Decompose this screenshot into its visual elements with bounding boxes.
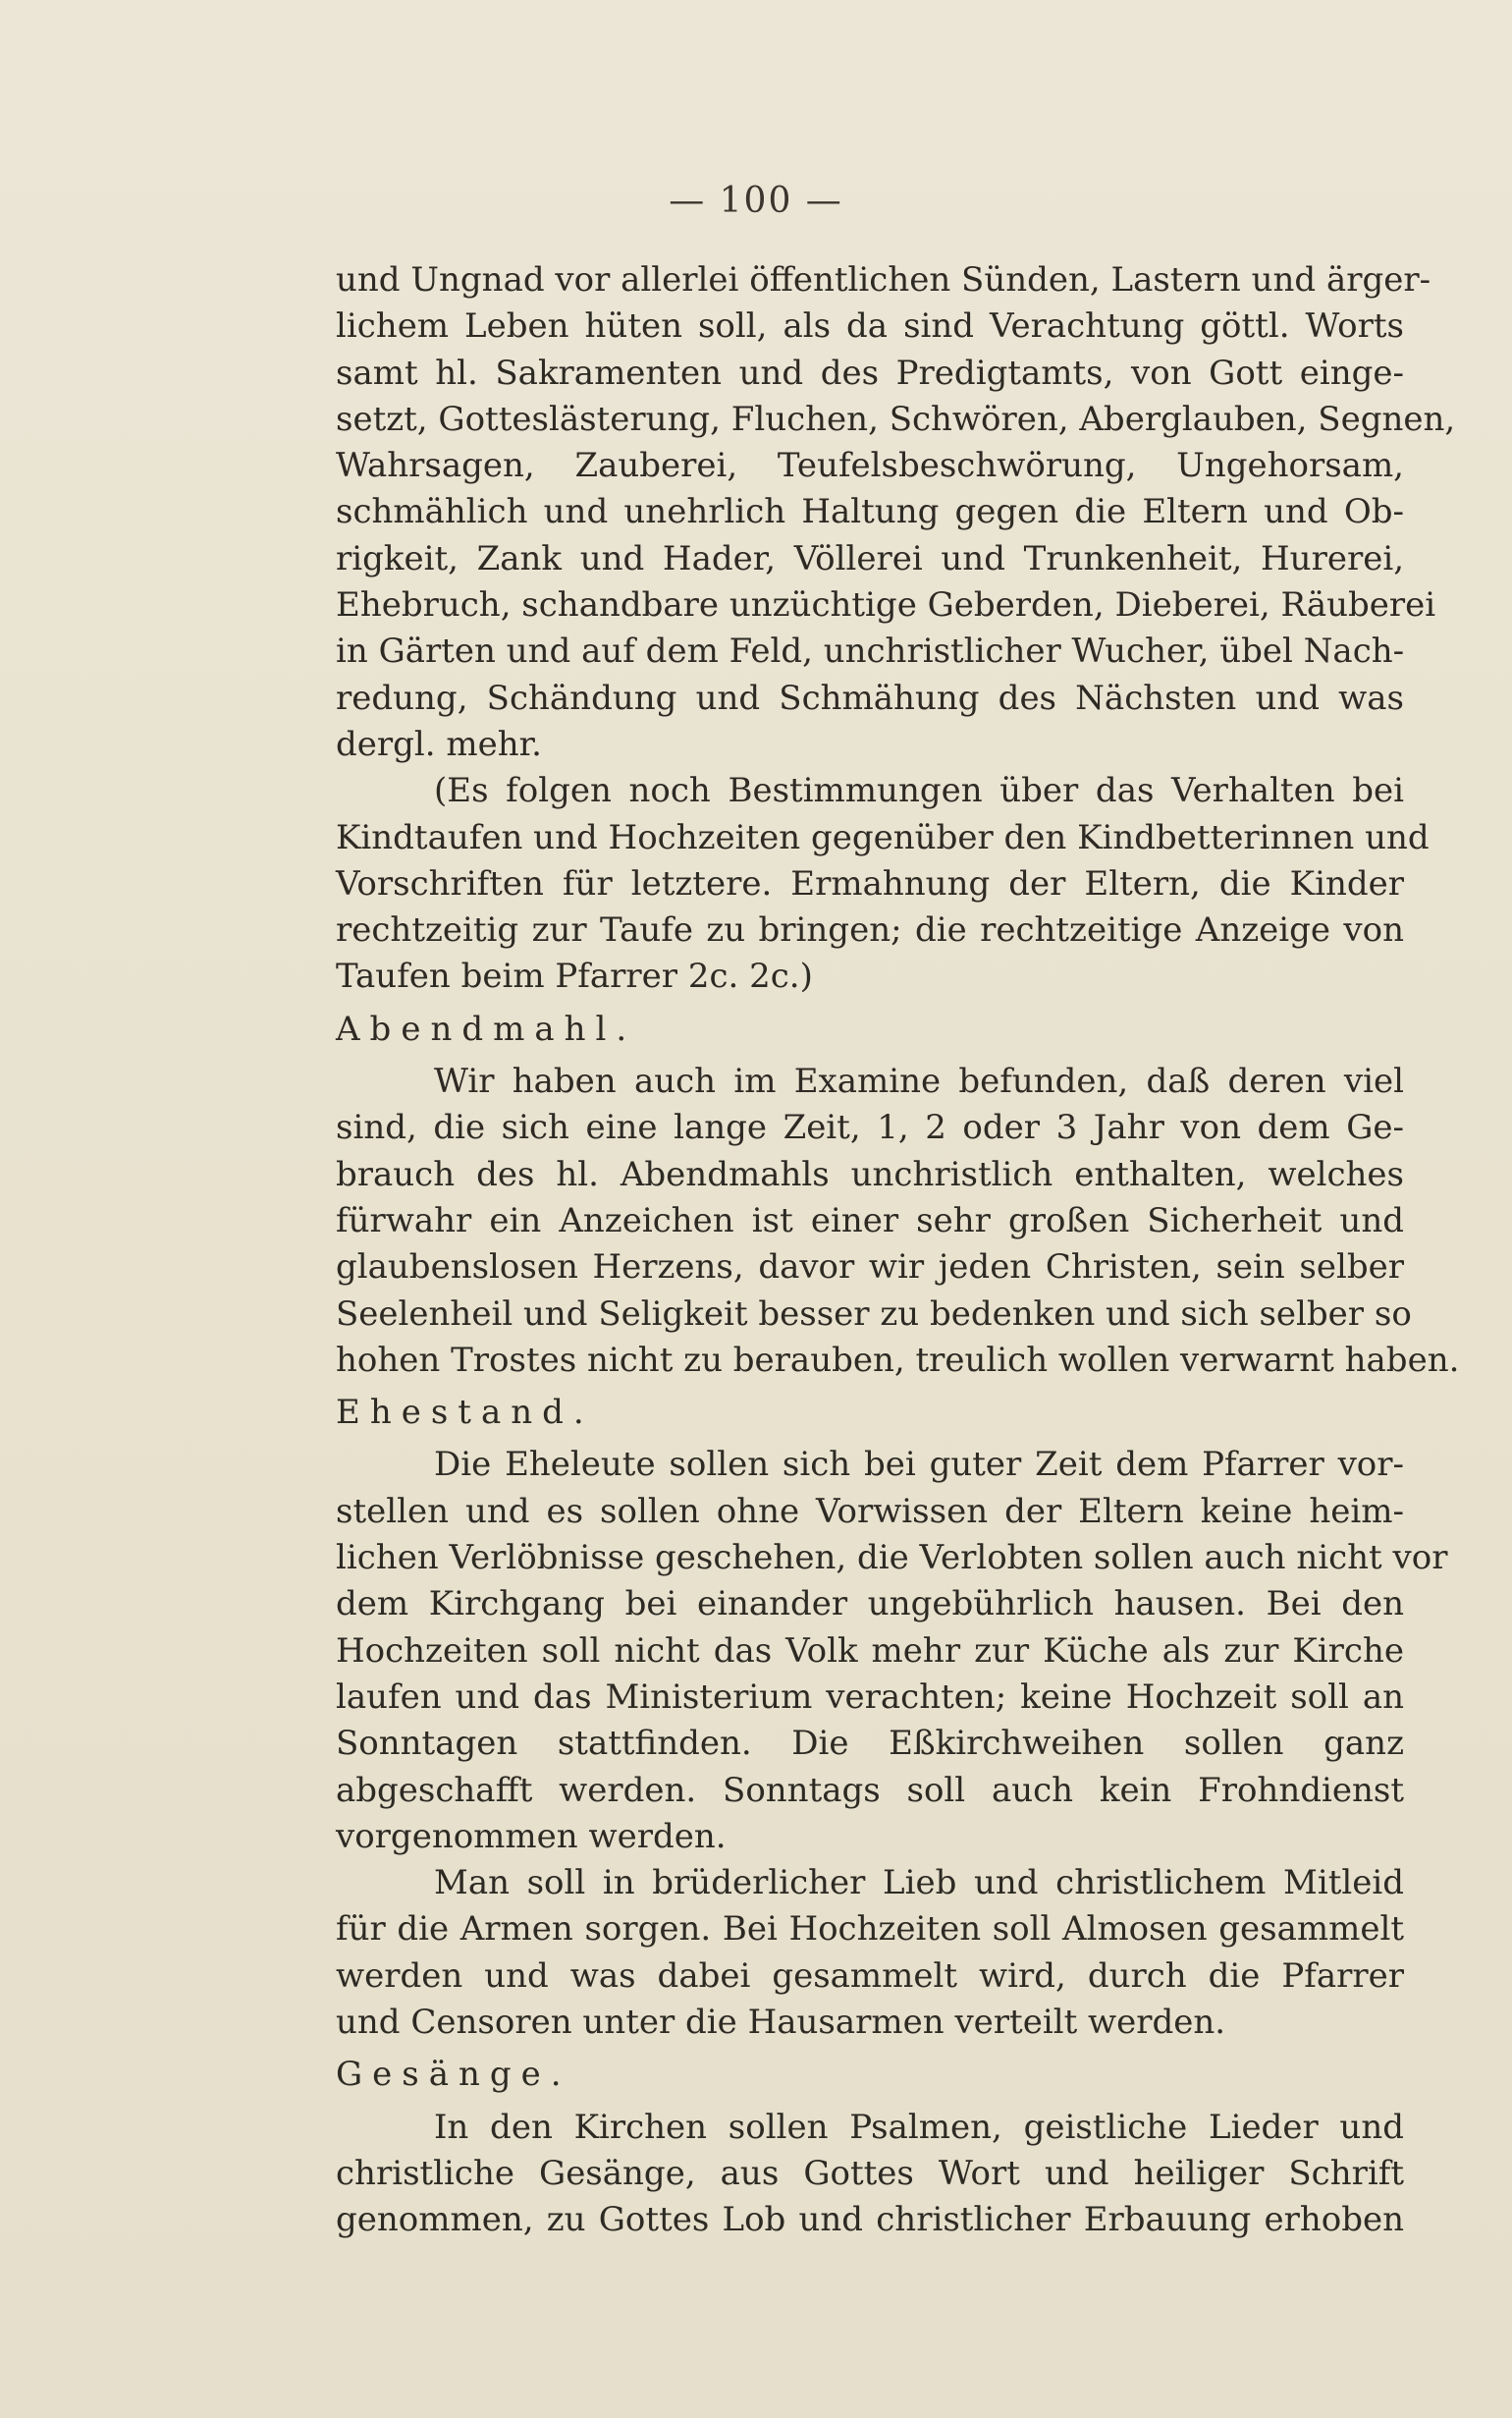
text-line: lichen Verlöbnisse geschehen, die Verlobten sollen auch nicht vor: [336, 1538, 1448, 1578]
text-line: und Censoren unter die Hausarmen verteilt werden.: [336, 2002, 1226, 2042]
text-line: für die Armen sorgen. Bei Hochzeiten soll Almosen gesammelt: [336, 1909, 1404, 1950]
text-line: in Gärten und auf dem Feld, unchristlicher Wucher, übel Nach-: [336, 632, 1405, 672]
text-line: (Es folgen noch Bestimmungen über das Verhalten bei: [434, 771, 1404, 811]
text-line: In den Kirchen sollen Psalmen, geistliche Lieder und: [434, 2107, 1404, 2147]
body-text: [336, 257, 1460, 2243]
paragraph-2: [336, 768, 1430, 1000]
text-line: rigkeit, Zank und Hader, Völlerei und Trunkenheit, Hurerei,: [336, 538, 1404, 578]
section-heading-gesaenge: Gesänge.: [336, 2055, 571, 2095]
paragraph-6: [336, 2105, 1404, 2244]
paragraph-4: [336, 1442, 1448, 1860]
text-line: Die Eheleute sollen sich bei guter Zeit dem Pfarrer vor-: [434, 1445, 1404, 1485]
text-line: genommen, zu Gottes Lob und christlicher Erbauung erhoben: [336, 2200, 1404, 2240]
text-line: Ehebruch, schandbare unzüchtige Geberden, Dieberei, Räuberei: [336, 585, 1436, 626]
text-line: Wahrsagen, Zauberei, Teufelsbeschwörung, Ungehorsam,: [336, 446, 1404, 486]
text-line: rechtzeitig zur Taufe zu bringen; die rechtzeitige Anzeige von: [336, 910, 1404, 951]
page-number: — 100 —: [669, 181, 843, 221]
text-line: Vorschriften für letztere. Ermahnung der Eltern, die Kinder: [336, 863, 1404, 904]
text-line: Kindtaufen und Hochzeiten gegenüber den Kindbetterinnen und: [336, 817, 1430, 857]
paragraph-5: [336, 1860, 1404, 2046]
text-line: christliche Gesänge, aus Gottes Wort und heiliger Schrift: [336, 2153, 1404, 2193]
text-line: Hochzeiten soll nicht das Volk mehr zur Küche als zur Kirche: [336, 1630, 1404, 1671]
text-line: abgeschafft werden. Sonntags soll auch kein Frohndienst: [336, 1770, 1404, 1810]
section-heading-abendmahl: Abendmahl.: [336, 1009, 637, 1049]
text-line: stellen und es sollen ohne Vorwissen der Eltern keine heim-: [336, 1491, 1404, 1531]
text-line: vorgenommen werden.: [336, 1816, 727, 1856]
text-line: Sonntagen stattfinden. Die Eßkirchweihen sollen ganz: [336, 1724, 1404, 1764]
text-line: brauch des hl. Abendmahls unchristlich enthalten, welches: [336, 1154, 1404, 1194]
text-line: schmählich und unehrlich Haltung gegen die Eltern und Ob-: [336, 492, 1404, 532]
section-heading-ehestand: Ehestand.: [336, 1393, 594, 1433]
paragraph-3: [336, 1059, 1460, 1384]
text-line: setzt, Gotteslästerung, Fluchen, Schwören, Aberglauben, Segnen,: [336, 399, 1456, 439]
text-line: fürwahr ein Anzeichen ist einer sehr großen Sicherheit und: [336, 1200, 1404, 1240]
text-line: sind, die sich eine lange Zeit, 1, 2 oder 3 Jahr von dem Ge-: [336, 1108, 1404, 1148]
text-line: Man soll in brüderlicher Lieb und christlichem Mitleid: [434, 1863, 1404, 1903]
text-line: samt hl. Sakramenten und des Predigtamts, von Gott einge-: [336, 353, 1404, 393]
text-line: lichem Leben hüten soll, als da sind Verachtung göttl. Worts: [336, 306, 1404, 347]
text-line: werden und was dabei gesammelt wird, durch die Pfarrer: [336, 1955, 1404, 1996]
paragraph-1: [336, 257, 1456, 768]
text-line: glaubenslosen Herzens, davor wir jeden Christen, sein selber: [336, 1247, 1404, 1288]
text-line: laufen und das Ministerium verachten; keine Hochzeit soll an: [336, 1676, 1404, 1717]
text-line: Taufen beim Pfarrer 2c. 2c.): [336, 957, 813, 997]
text-line: dem Kirchgang bei einander ungebührlich hausen. Bei den: [336, 1584, 1404, 1624]
text-line: Wir haben auch im Examine befunden, daß deren viel: [434, 1062, 1404, 1102]
text-line: dergl. mehr.: [336, 724, 542, 764]
text-line: Seelenheil und Seligkeit besser zu bedenken und sich selber so: [336, 1293, 1412, 1334]
text-line: hohen Trostes nicht zu berauben, treulich wollen verwarnt haben.: [336, 1340, 1460, 1380]
text-line: redung, Schändung und Schmähung des Nächsten und was: [336, 678, 1404, 718]
text-line: und Ungnad vor allerlei öffentlichen Sünden, Lastern und ärger-: [336, 260, 1431, 300]
